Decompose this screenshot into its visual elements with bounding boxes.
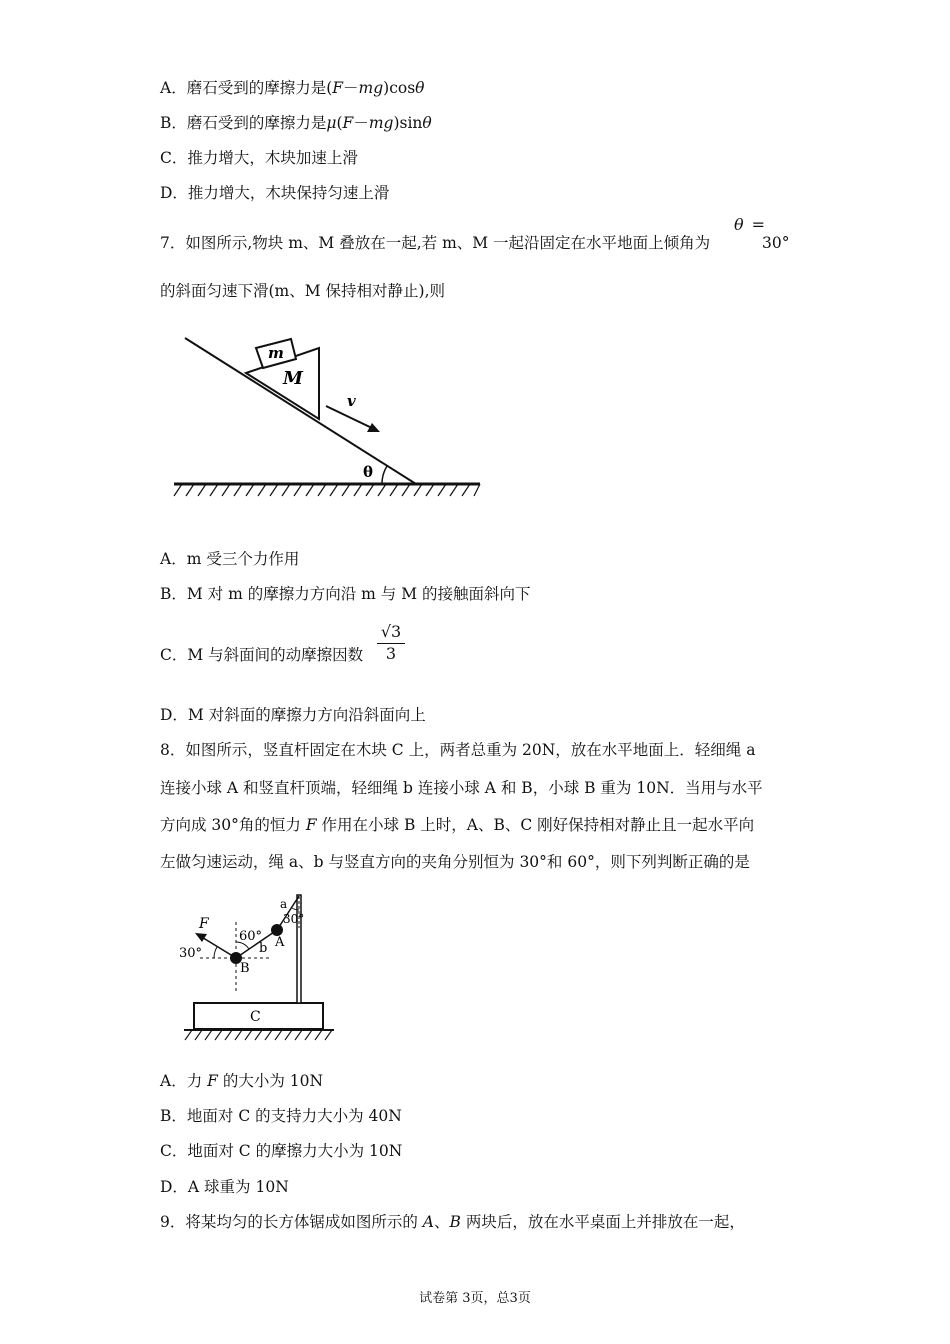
q8-option-a	[160, 1071, 323, 1091]
q8-a-F: F	[207, 1072, 218, 1090]
force-F-arrowhead	[195, 933, 207, 942]
q8-line3-F: F	[305, 816, 317, 834]
q6-a-theta: θ	[415, 79, 425, 97]
force-F	[200, 936, 236, 958]
q7-angle-value: 30°	[762, 234, 790, 252]
fraction-numerator: √3	[380, 622, 402, 641]
q8-line3-post: 作用在小球 B 上时，A、B、C 刚好保持相对静止且一起水平向	[316, 816, 755, 834]
q9-sep: 、	[434, 1213, 450, 1231]
q8-figure	[170, 890, 350, 1048]
label-theta: θ	[363, 463, 374, 481]
label-30-left: 30°	[179, 946, 203, 961]
q9-stem	[160, 1212, 745, 1232]
label-30-top: 30°	[283, 912, 305, 926]
q6-b-minus: －	[353, 114, 369, 132]
q8-option-b: B．地面对 C 的支持力大小为 40N	[160, 1107, 402, 1125]
label-m: m	[268, 344, 284, 362]
q6-b-mu: μ	[326, 114, 337, 132]
q8-ground-hatching	[185, 1030, 332, 1040]
label-60: 60°	[239, 929, 263, 944]
label-C: C	[250, 1009, 261, 1025]
q6-option-a	[160, 78, 425, 98]
angle-arc	[382, 466, 387, 484]
q6-a-F: F	[332, 79, 344, 97]
q6-a-mg: mg	[358, 79, 384, 97]
q6-b-suffix: )sin	[393, 114, 423, 132]
q7-incline-figure	[170, 326, 490, 508]
ground-hatching	[174, 484, 480, 496]
label-A: A	[275, 935, 285, 950]
q9-B: B	[449, 1213, 461, 1231]
label-v: v	[347, 392, 356, 410]
q9-stem-pre: 9．将某均匀的长方体锯成如图所示的	[160, 1213, 423, 1231]
fraction-denominator: 3	[385, 644, 397, 663]
q6-option-c: C．推力增大，木块加速上滑	[160, 149, 358, 167]
q8-stem-line2: 连接小球 A 和竖直杆顶端，轻细绳 b 连接小球 A 和 B，小球 B 重为 10N．当用与水平	[160, 779, 763, 797]
q7-option-c: C．M 与斜面间的动摩擦因数	[160, 646, 364, 664]
q6-a-prefix: A．磨石受到的摩擦力是(	[160, 79, 333, 97]
q8-stem-line3	[160, 815, 754, 835]
q8-a-pre: A．力	[160, 1072, 208, 1090]
label-F: F	[199, 916, 209, 932]
q7-fraction	[376, 621, 406, 664]
q7-option-b: B．M 对 m 的摩擦力方向沿 m 与 M 的接触面斜向下	[160, 585, 531, 603]
label-a: a	[280, 897, 288, 911]
q7-option-d: D．M 对斜面的摩擦力方向沿斜面向上	[160, 706, 426, 724]
q7-stem-line1: 7．如图所示,物块 m、M 叠放在一起,若 m、M 一起沿固定在水平地面上倾角为	[160, 234, 711, 252]
page-footer: 试卷第 3页，总3页	[419, 1291, 531, 1306]
q8-option-d: D．A 球重为 10N	[160, 1178, 289, 1196]
q6-b-theta: θ	[422, 114, 432, 132]
arc-30-left	[214, 947, 217, 958]
q6-a-minus: －	[343, 79, 359, 97]
q8-stem-line4: 左做匀速运动，绳 a、b 与竖直方向的夹角分别恒为 30°和 60°，则下列判断正确的是	[160, 853, 750, 871]
q6-b-open: (	[336, 114, 343, 132]
q6-b-prefix: B．磨石受到的摩擦力是	[160, 114, 327, 132]
q8-stem-line1: 8．如图所示，竖直杆固定在木块 C 上，两者总重为 20N，放在水平地面上．轻细绳 a	[160, 741, 756, 759]
q7-equals: =	[751, 215, 766, 234]
q8-a-post: 的大小为 10N	[217, 1072, 324, 1090]
q7-theta-equation	[734, 215, 765, 234]
label-B: B	[240, 961, 250, 976]
q6-b-mg: mg	[368, 114, 394, 132]
q7-stem-line2: 的斜面匀速下滑(m、M 保持相对静止),则	[160, 282, 446, 300]
q7-option-a: A．m 受三个力作用	[160, 550, 300, 568]
label-M: M	[283, 368, 303, 389]
label-b: b	[259, 941, 268, 956]
q6-a-suffix: )cos	[383, 79, 416, 97]
q9-A: A	[422, 1213, 434, 1231]
q6-option-b	[160, 113, 432, 133]
q7-theta-symbol: θ	[734, 215, 744, 234]
q8-line3-pre: 方向成 30°角的恒力	[160, 816, 306, 834]
q6-option-d: D．推力增大，木块保持匀速上滑	[160, 184, 390, 202]
q8-option-c: C．地面对 C 的摩擦力大小为 10N	[160, 1142, 403, 1160]
q9-stem-post: 两块后，放在水平桌面上并排放在一起，	[460, 1213, 745, 1231]
q6-b-F: F	[342, 114, 354, 132]
